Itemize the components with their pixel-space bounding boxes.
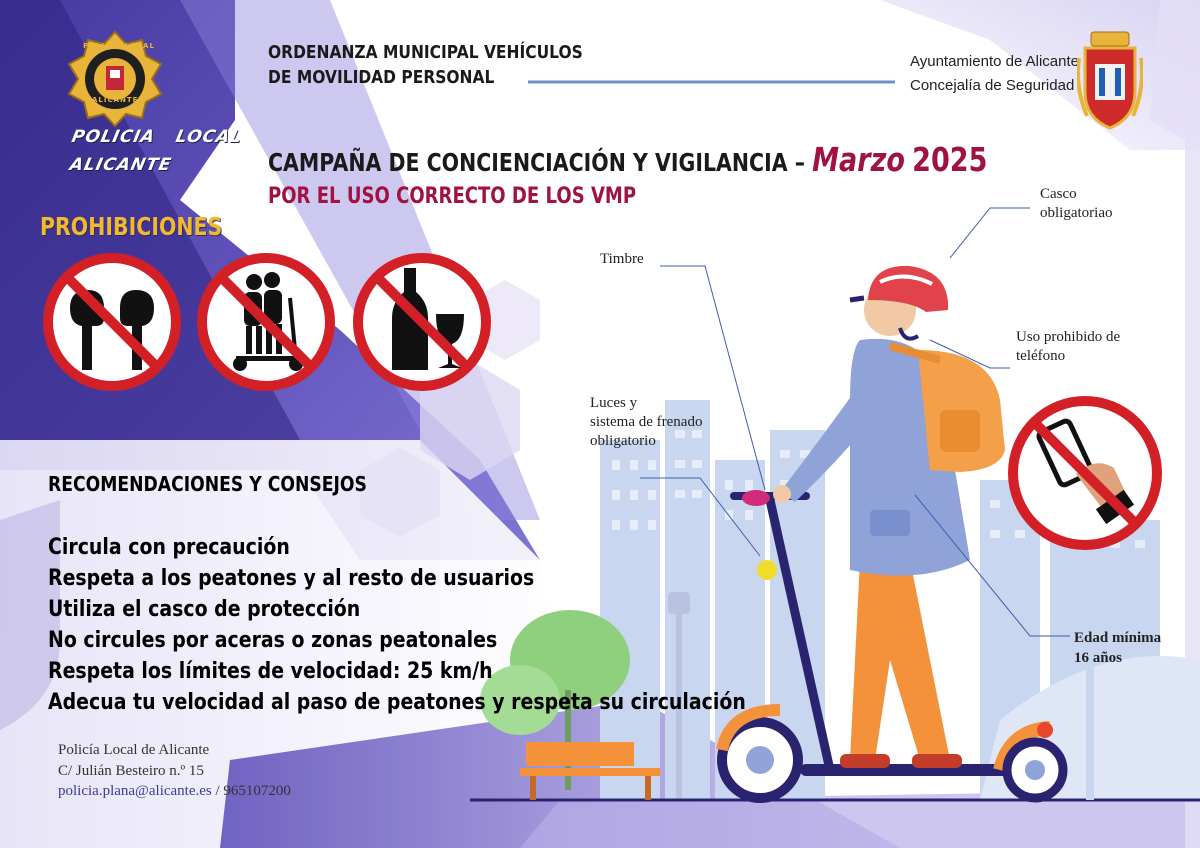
- recommendation-item: No circules por aceras o zonas peatonales: [48, 628, 498, 653]
- campaign-subtitle: POR EL USO CORRECTO DE LOS VMP: [268, 184, 637, 209]
- label-age-line-1: Edad mínima: [1074, 630, 1162, 646]
- label-age-line-2: 16 años: [1074, 650, 1122, 666]
- footer-email-link[interactable]: policia.plana@alicante.es: [58, 783, 212, 799]
- label-phone-line-2: teléfono: [1016, 348, 1066, 364]
- city-hall-line-2: Concejalía de Seguridad: [910, 77, 1075, 94]
- city-hall-line-1: Ayuntamiento de Alicante: [910, 53, 1080, 70]
- label-lights-line-2: sistema de frenado: [590, 414, 703, 430]
- recommendation-item: Circula con precaución: [48, 535, 290, 560]
- brand-line-2: ALICANTE: [67, 155, 174, 175]
- recommendation-item: Utiliza el casco de protección: [48, 597, 361, 622]
- recommendations-title: RECOMENDACIONES Y CONSEJOS: [48, 472, 367, 496]
- prohibition-two-riders-icon: [196, 252, 336, 392]
- footer-name: Policía Local de Alicante: [58, 742, 210, 758]
- label-phone-line-1: Uso prohibido de: [1016, 329, 1121, 345]
- campaign-month: Marzo: [812, 140, 905, 179]
- label-lights-line-1: Luces y: [590, 395, 638, 411]
- brand-line-1: [70, 127, 244, 147]
- label-lights-line-3: obligatorio: [590, 433, 656, 449]
- campaign-title-text: CAMPAÑA DE CONCIENCIACIÓN Y VIGILANCIA –: [268, 148, 805, 177]
- label-bell: Timbre: [600, 251, 644, 267]
- badge-text-top: POLICIA LOCAL: [83, 42, 155, 50]
- footer-separator: /: [211, 783, 224, 799]
- campaign-title: [268, 140, 987, 179]
- campaign-year: 2025: [912, 140, 988, 179]
- recommendation-item: Respeta los límites de velocidad: 25 km/h: [48, 659, 493, 684]
- recommendation-item: Adecua tu velocidad al paso de peatones y respeta su circulación: [48, 690, 746, 715]
- footer-address: C/ Julián Besteiro n.º 15: [58, 763, 204, 779]
- brand-word-local: LOCAL: [173, 127, 245, 147]
- prohibitions-title: PROHIBICIONES: [40, 212, 223, 241]
- prohibition-earphones-icon: [42, 252, 182, 392]
- prohibition-alcohol-icon: [352, 252, 492, 392]
- prohibition-phone-icon: [1006, 394, 1164, 552]
- label-helmet-line-2: obligatoriao: [1040, 205, 1113, 221]
- coat-of-arms-icon: [1077, 28, 1143, 132]
- badge-text-bottom: ALICANTE: [92, 96, 139, 104]
- ordinance-title-line-1: ORDENANZA MUNICIPAL VEHÍCULOS: [268, 42, 583, 63]
- footer-phone: 965107200: [223, 783, 291, 799]
- label-helmet-line-1: Casco: [1040, 186, 1077, 202]
- brand-word-policia: POLICIA: [69, 127, 158, 147]
- ordinance-title-line-2: DE MOVILIDAD PERSONAL: [268, 67, 495, 88]
- recommendation-item: Respeta a los peatones y al resto de usuarios: [48, 566, 535, 591]
- footer-contact: [58, 783, 291, 800]
